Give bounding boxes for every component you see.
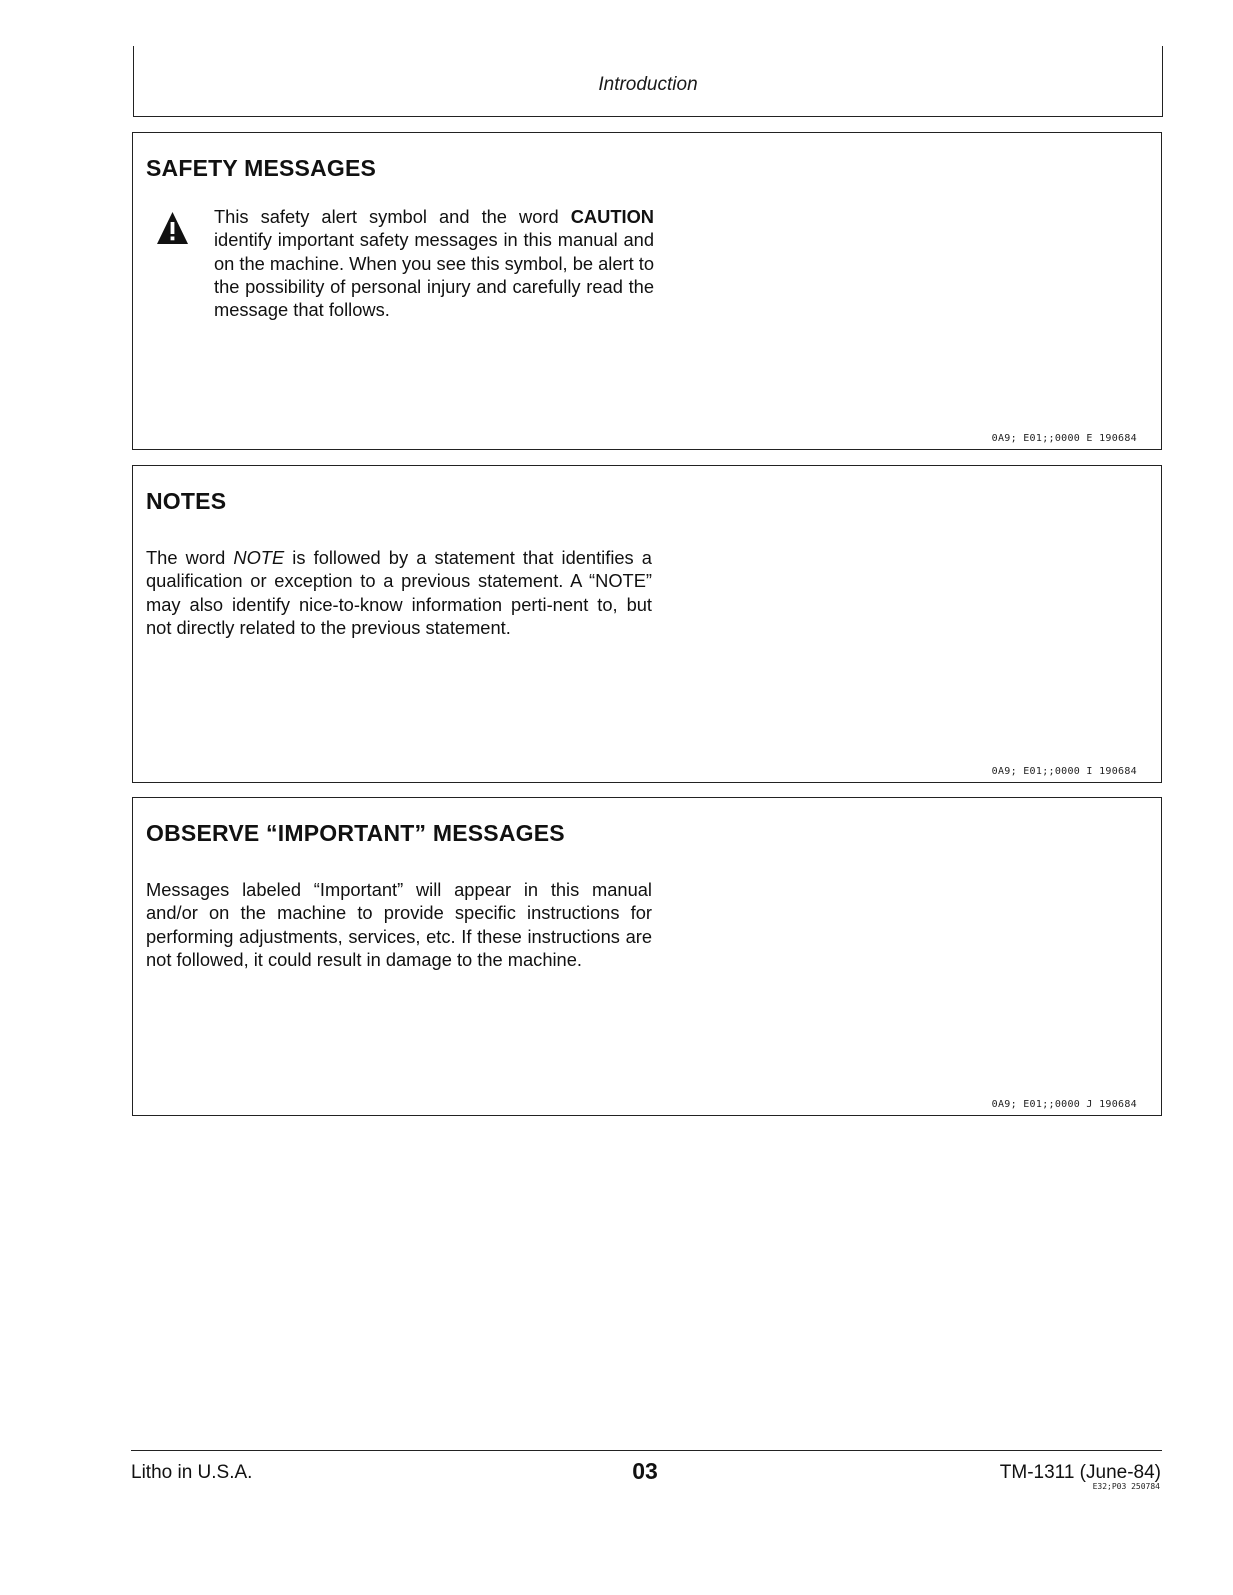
section-code: 0A9; E01;;0000 E 190684 (991, 433, 1137, 444)
section-title: SAFETY MESSAGES (146, 155, 377, 181)
section-notes (132, 465, 1162, 783)
note-word: NOTE (233, 547, 285, 568)
body-text-end: identify important safety messages in this manual and on the machine. When you see this symbol, be alert to the possibility of personal injury and carefully read the message that follows. (214, 229, 654, 321)
body-text-start: This safety alert symbol and the word (214, 206, 571, 227)
document-id: TM-1311 (June-84) (999, 1462, 1161, 1483)
footer-divider (131, 1450, 1162, 1451)
section-title: NOTES (146, 488, 227, 514)
section-code: 0A9; E01;;0000 I 190684 (991, 766, 1137, 777)
page-header (133, 46, 1163, 117)
caution-word: CAUTION (570, 206, 654, 227)
page-number: 03 (632, 1458, 658, 1484)
section-safety-messages (132, 132, 1162, 450)
body-text-start: The word (146, 547, 234, 568)
section-important-messages (132, 797, 1162, 1116)
section-body (214, 205, 654, 321)
safety-alert-triangle-icon (156, 211, 189, 245)
section-body (146, 546, 652, 639)
header-title: Introduction (598, 74, 698, 95)
section-body: Messages labeled “Important” will appear in this manual and/or on the machine to provide specific instructions for performing adjustments, services, etc. If these instructions are not followed, it could result in damage to the machine. (146, 879, 652, 970)
footer-print-location: Litho in U.S.A. (131, 1462, 253, 1483)
section-code: 0A9; E01;;0000 J 190684 (991, 1099, 1137, 1110)
body-text-end: is followed by a statement that identifies a qualification or exception to a previous statement. A “NOTE” may also identify nice-to-know information perti-nent to, but not directly related to the previous statement. (146, 547, 652, 638)
document-code: E32;P03 250784 (1092, 1482, 1160, 1491)
section-title: OBSERVE “IMPORTANT” MESSAGES (146, 820, 565, 846)
